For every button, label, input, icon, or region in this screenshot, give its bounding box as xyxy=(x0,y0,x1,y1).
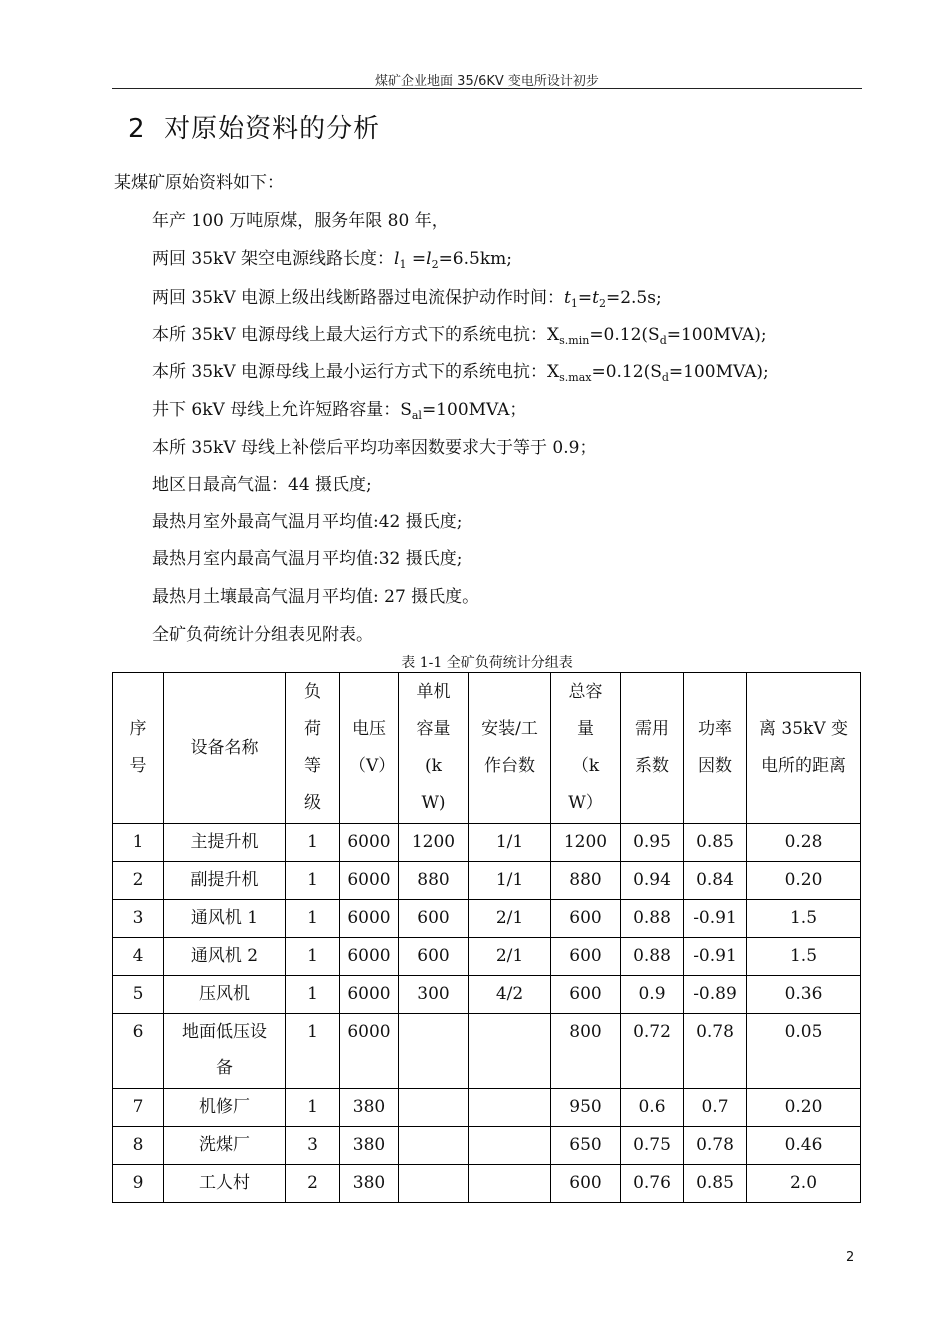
table-cell: 800 xyxy=(551,1014,621,1089)
table-cell: -0.91 xyxy=(684,900,747,938)
header-rule xyxy=(112,88,862,89)
table-row xyxy=(113,1127,861,1165)
header-cell: 单机容量(kW) xyxy=(399,673,469,824)
table-row xyxy=(113,900,861,938)
table-cell xyxy=(469,1014,551,1089)
table-cell: 0.84 xyxy=(684,862,747,900)
table-cell: 0.85 xyxy=(684,1165,747,1203)
table-cell: 0.88 xyxy=(621,938,684,976)
table-cell: 0.88 xyxy=(621,900,684,938)
table-cell xyxy=(469,1089,551,1127)
table-row xyxy=(113,862,861,900)
table-cell: 压风机 xyxy=(164,976,286,1014)
table-cell: 1/1 xyxy=(469,862,551,900)
table-cell: 0.46 xyxy=(747,1127,861,1165)
table-cell: 380 xyxy=(340,1165,399,1203)
item-max-reactance: 本所 35kV 电源母线上最大运行方式下的系统电抗：$X_{s.min}=0.12(S_d=100MVA)$; xyxy=(152,325,767,347)
table-cell: 9 xyxy=(113,1165,164,1203)
table-cell: 8 xyxy=(113,1127,164,1165)
table-cell: 0.7 xyxy=(684,1089,747,1127)
table-cell: -0.89 xyxy=(684,976,747,1014)
table-cell: 4 xyxy=(113,938,164,976)
table-cell: 300 xyxy=(399,976,469,1014)
table-cell: 1.5 xyxy=(747,938,861,976)
table-row xyxy=(113,938,861,976)
table-cell: 2/1 xyxy=(469,900,551,938)
table-cell: 2.0 xyxy=(747,1165,861,1203)
table-cell: 380 xyxy=(340,1089,399,1127)
table-cell: 5 xyxy=(113,976,164,1014)
intro-text: 某煤矿原始资料如下： xyxy=(114,173,284,193)
table-cell: 0.9 xyxy=(621,976,684,1014)
table-cell: 6 xyxy=(113,1014,164,1089)
table-cell: 1 xyxy=(286,938,340,976)
table-cell xyxy=(399,1165,469,1203)
table-cell: 机修厂 xyxy=(164,1089,286,1127)
table-cell: 6000 xyxy=(340,1014,399,1089)
table-cell: 0.6 xyxy=(621,1089,684,1127)
table-cell: 地面低压设备 xyxy=(164,1014,286,1089)
table-row xyxy=(113,1014,861,1089)
header-cell: 功率因数 xyxy=(684,673,747,824)
section-title xyxy=(128,108,380,145)
header-cell: 安装/工作台数 xyxy=(469,673,551,824)
table-caption: 表 1-1 全矿负荷统计分组表 xyxy=(401,655,573,671)
table-cell xyxy=(399,1127,469,1165)
table-cell: 650 xyxy=(551,1127,621,1165)
item-annual-output: 年产 100 万吨原煤，服务年限 80 年， xyxy=(152,211,449,231)
table-cell: 600 xyxy=(399,900,469,938)
table-cell: 主提升机 xyxy=(164,824,286,862)
table-cell: 880 xyxy=(399,862,469,900)
table-cell: 0.05 xyxy=(747,1014,861,1089)
table-cell xyxy=(469,1165,551,1203)
table-cell xyxy=(399,1014,469,1089)
table-cell: 6000 xyxy=(340,862,399,900)
table-cell: 4/2 xyxy=(469,976,551,1014)
table-cell: 600 xyxy=(551,1165,621,1203)
section-title-text: 对原始资料的分析 xyxy=(164,114,381,144)
item-power-factor: 本所 35kV 母线上补偿后平均功率因数要求大于等于 0.9； xyxy=(152,438,597,458)
table-cell: 600 xyxy=(551,938,621,976)
table-cell: 0.72 xyxy=(621,1014,684,1089)
table-cell: 7 xyxy=(113,1089,164,1127)
table-cell: 1 xyxy=(113,824,164,862)
table-cell: 380 xyxy=(340,1127,399,1165)
table-cell: 洗煤厂 xyxy=(164,1127,286,1165)
item-outdoor-temperature: 最热月室外最高气温月平均值:42 摄氏度; xyxy=(152,512,463,532)
section-number: 2 xyxy=(128,114,146,144)
table-row xyxy=(113,976,861,1014)
table-row xyxy=(113,824,861,862)
table-cell: 0.20 xyxy=(747,1089,861,1127)
header-cell: 设备名称 xyxy=(164,673,286,824)
item-indoor-temperature: 最热月室内最高气温月平均值:32 摄氏度; xyxy=(152,549,463,569)
table-cell xyxy=(469,1127,551,1165)
table-cell: 0.85 xyxy=(684,824,747,862)
header-cell: 需用系数 xyxy=(621,673,684,824)
table-cell: 0.95 xyxy=(621,824,684,862)
table-cell: 600 xyxy=(551,900,621,938)
table-row xyxy=(113,1165,861,1203)
table-cell: 950 xyxy=(551,1089,621,1127)
table-cell: 0.76 xyxy=(621,1165,684,1203)
item-soil-temperature: 最热月土壤最高气温月平均值: 27 摄氏度。 xyxy=(152,587,480,607)
table-cell: 1 xyxy=(286,976,340,1014)
header-cell: 序号 xyxy=(113,673,164,824)
item-min-reactance: 本所 35kV 电源母线上最小运行方式下的系统电抗：$X_{s.max}=0.12(S_d=100MVA)$; xyxy=(152,362,769,384)
page-number: 2 xyxy=(846,1250,855,1265)
table-cell: 1 xyxy=(286,862,340,900)
table-cell: 6000 xyxy=(340,824,399,862)
table-cell: 0.20 xyxy=(747,862,861,900)
table-cell: 通风机 1 xyxy=(164,900,286,938)
table-cell: 1 xyxy=(286,1014,340,1089)
table-cell: 副提升机 xyxy=(164,862,286,900)
table-cell: 工人村 xyxy=(164,1165,286,1203)
table-cell: 2 xyxy=(113,862,164,900)
running-header: 煤矿企业地面 35/6KV 变电所设计初步 xyxy=(375,74,599,89)
header-cell: 总容量（kW） xyxy=(551,673,621,824)
table-cell: 0.36 xyxy=(747,976,861,1014)
table-cell: 通风机 2 xyxy=(164,938,286,976)
header-cell: 负荷等级 xyxy=(286,673,340,824)
table-cell: 3 xyxy=(113,900,164,938)
table-cell: 600 xyxy=(399,938,469,976)
table-cell: 2/1 xyxy=(469,938,551,976)
table-cell: 6000 xyxy=(340,900,399,938)
table-cell: -0.91 xyxy=(684,938,747,976)
table-cell: 3 xyxy=(286,1127,340,1165)
header-cell: 离 35kV 变电所的距离 xyxy=(747,673,861,824)
table-cell: 6000 xyxy=(340,938,399,976)
table-cell: 1 xyxy=(286,900,340,938)
table-cell: 880 xyxy=(551,862,621,900)
item-max-temperature: 地区日最高气温：44 摄氏度; xyxy=(152,475,372,495)
item-short-circuit-capacity: 井下 6kV 母线上允许短路容量：$S_{al}=100MVA$； xyxy=(152,400,527,422)
table-cell: 6000 xyxy=(340,976,399,1014)
table-cell: 0.94 xyxy=(621,862,684,900)
table-cell: 0.75 xyxy=(621,1127,684,1165)
load-statistics-table xyxy=(112,672,861,1203)
table-row xyxy=(113,1089,861,1127)
table-cell xyxy=(399,1089,469,1127)
table-cell: 1 xyxy=(286,1089,340,1127)
item-protection-time: 两回 35kV 电源上级出线断路器过电流保护动作时间：$t_1=t_2=2.5s$; xyxy=(152,288,662,310)
table-cell: 1200 xyxy=(399,824,469,862)
item-table-reference: 全矿负荷统计分组表见附表。 xyxy=(152,625,373,645)
header-cell: 电压（V） xyxy=(340,673,399,824)
table-header-row xyxy=(113,673,861,824)
table-cell: 1200 xyxy=(551,824,621,862)
table-cell: 1 xyxy=(286,824,340,862)
table-cell: 0.78 xyxy=(684,1127,747,1165)
table-cell: 2 xyxy=(286,1165,340,1203)
table-cell: 0.78 xyxy=(684,1014,747,1089)
table-cell: 1/1 xyxy=(469,824,551,862)
table-cell: 1.5 xyxy=(747,900,861,938)
table-cell: 600 xyxy=(551,976,621,1014)
item-line-length: 两回 35kV 架空电源线路长度：$l_1 =l_2=6.5km$; xyxy=(152,249,512,271)
table-cell: 0.28 xyxy=(747,824,861,862)
